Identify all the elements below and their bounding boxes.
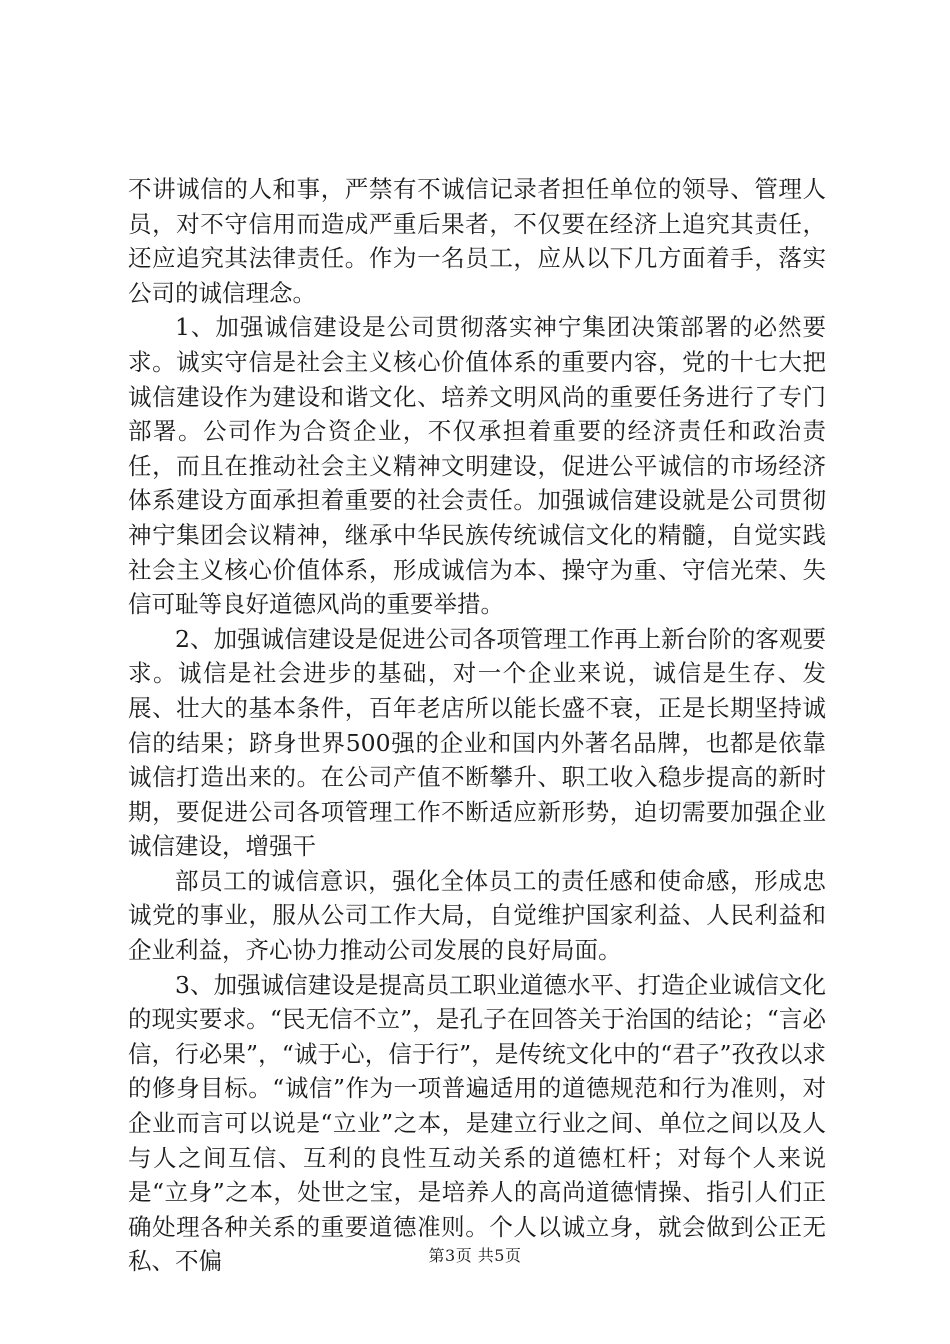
paragraph-point-1: 1、加强诚信建设是公司贯彻落实神宁集团决策部署的必然要求。诚实守信是社会主义核心价值体系的重要内容，党的十七大把诚信建设作为建设和谐文化、培养文明风尚的重要任务进行了专门部署。公司作为合资企业，不仅承担着重要的经济责任和政治责任，而且在推动社会主义精神文明建设，促进公平诚信的市场经济体系建设方面承担着重要的社会责任。加强诚信建设就是公司贯彻神宁集团会议精神，继承中华民族传统诚信文化的精髓，自觉实践社会主义核心价值体系，形成诚信为本、操守为重、守信光荣、失信可耻等良好道德风尚的重要举措。 [128,313,826,619]
page-footer: 第3页 共5页 [428,1246,522,1265]
paragraph-point-2-continued: 部员工的诚信意识，强化全体员工的责任感和使命感，形成忠诚党的事业，服从公司工作大局，自觉维护国家利益、人民利益和企业利益，齐心协力推动公司发展的良好局面。 [128,866,826,965]
paragraph-continuation: 不讲诚信的人和事，严禁有不诚信记录者担任单位的领导、管理人员，对不守信用而造成严重后果者，不仅要在经济上追究其责任，还应追究其法律责任。作为一名员工，应从以下几方面着手，落实公司的诚信理念。 [128,175,826,307]
paragraph-point-3: 3、加强诚信建设是提高员工职业道德水平、打造企业诚信文化的现实要求。“民无信不立”，是孔子在回答关于治国的结论；“言必信，行必果”，“诚于心，信于行”，是传统文化中的“君子”孜孜以求的修身目标。“诚信”作为一项普遍适用的道德规范和行为准则，对企业而言可以说是“立业”之本，是建立行业之间、单位之间以及人与人之间互信、互利的良性互动关系的道德杠杆；对每个人来说是“立身”之本，处世之宝，是培养人的高尚道德情操、指引人们正确处理各种关系的重要道德准则。个人以诚立身，就会做到公正无私、不偏 [128,970,826,1276]
document-body [128,172,826,1279]
paragraph-point-2: 2、加强诚信建设是促进公司各项管理工作再上新台阶的客观要求。诚信是社会进步的基础，对一个企业来说，诚信是生存、发展、壮大的基本条件，百年老店所以能长盛不衰，正是长期坚持诚信的结果；跻身世界500强的企业和国内外著名品牌，也都是依靠诚信打造出来的。在公司产值不断攀升、职工收入稳步提高的新时期，要促进公司各项管理工作不断适应新形势，迫切需要加强企业诚信建设，增强干 [128,624,826,861]
